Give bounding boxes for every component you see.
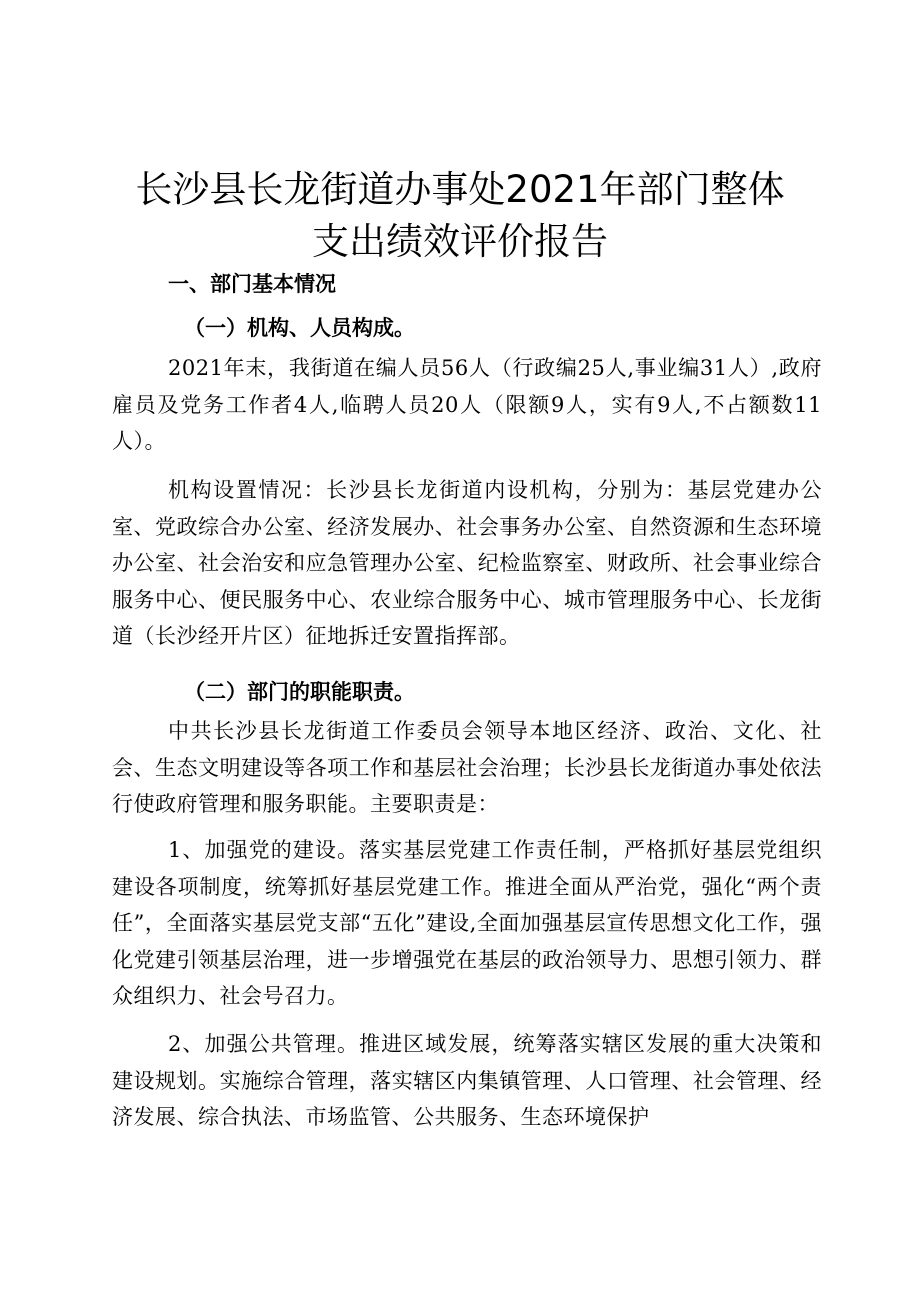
paragraph-staff-composition: 2021年末，我街道在编人员56人（行政编25人,事业编31人）,政府雇员及党务工作者4人,临聘人员20人（限额9人，实有9人,不占额数11人）。 (112, 356, 822, 453)
report-title-line-2: 支出绩效评价报告 (312, 220, 608, 263)
report-title-line-1: 长沙县长龙街道办事处2021年部门整体 (135, 168, 785, 211)
paragraph-duty-party-building: 1、加强党的建设。落实基层党建工作责任制，严格抓好基层党组织建设各项制度，统筹抓好基层党建工作。推进全面从严治党，强化“两个责任”，全面落实基层党支部“五化”建设,全面加强基层宣传思想文化工作，强化党建引领基层治理，进一步增强党在基层的政治领导力、思想引领力、群众组织力、社会号召力。 (112, 838, 822, 1008)
section-heading-basic-info: 一、部门基本情况 (168, 271, 336, 296)
paragraph-functions-intro: 中共长沙县长龙街道工作委员会领导本地区经济、政治、文化、社会、生态文明建设等各项工作和基层社会治理；长沙县长龙街道办事处依法行使政府管理和服务职能。主要职责是： (112, 719, 822, 816)
subsection-heading-functions-duties: （二）部门的职能职责。 (184, 679, 415, 704)
paragraph-duty-public-management: 2、加强公共管理。推进区域发展，统筹落实辖区发展的重大决策和建设规划。实施综合管理，落实辖区内集镇管理、人口管理、社会管理、经济发展、综合执法、市场监管、公共服务、生态环境保护 (112, 1032, 822, 1129)
paragraph-institution-setup: 机构设置情况：长沙县长龙街道内设机构，分别为：基层党建办公室、党政综合办公室、经济发展办、社会事务办公室、自然资源和生态环境办公室、社会治安和应急管理办公室、纪检监察室、财政所、社会事业综合服务中心、便民服务中心、农业综合服务中心、城市管理服务中心、长龙街道（长沙经开片区）征地拆迁安置指挥部。 (112, 478, 822, 648)
subsection-heading-organization-staff: （一）机构、人员构成。 (184, 315, 415, 340)
